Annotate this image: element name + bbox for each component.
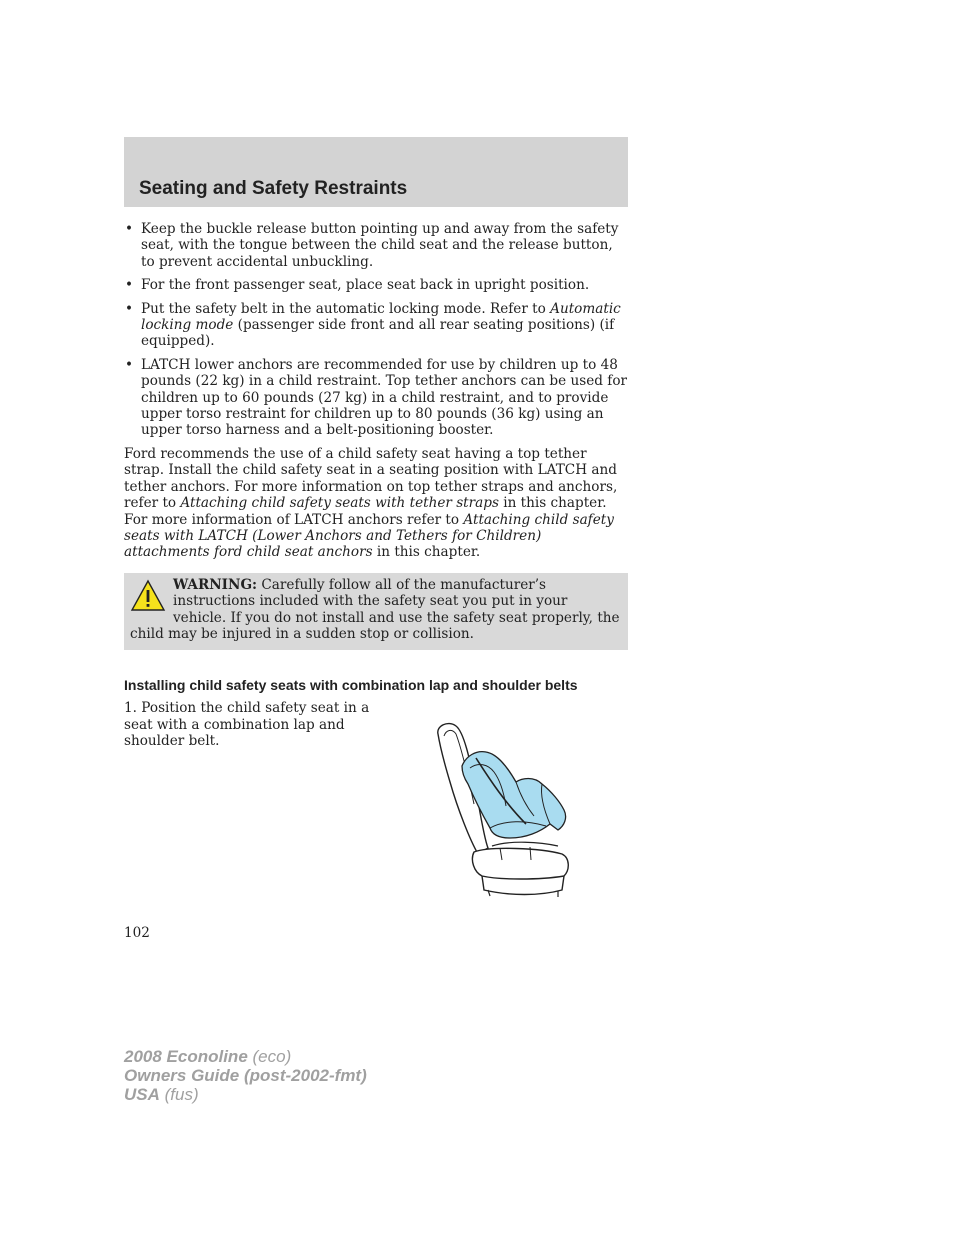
footer-guide: Owners Guide (post-2002-fmt) <box>124 1066 367 1085</box>
bullet-text: Put the safety belt in the automatic locking mode. Refer to <box>141 300 551 317</box>
list-item: • For the front passenger seat, place seat back in upright position. <box>125 277 590 294</box>
cross-reference: Attaching child safety seats with tether straps <box>180 495 499 512</box>
list-item: • Keep the buckle release button pointing up and away from the safety seat, with the tongue between the child seat and the release button, to prevent accidental unbuckling. <box>125 221 619 270</box>
footer-line-2 <box>124 1066 367 1085</box>
body-paragraph <box>124 446 628 561</box>
step-text: 1. Position the child safety seat in a seat with a combination lap and shoulder belt. <box>124 700 370 750</box>
child-seat-illustration <box>430 720 580 900</box>
list-item: • LATCH lower anchors are recommended for use by children up to 48 pounds (22 kg) in a child restraint. Top tether anchors can be used for children up to 60 pounds (27 kg) in a child restraint, and to provide upper torso restraint for children up to 80 pounds (36 kg) using an upper torso harness and a belt-positioning booster. <box>125 356 627 439</box>
warning-label: WARNING: <box>173 576 258 593</box>
paragraph-text: in this chapter. <box>372 544 481 561</box>
bullet-list <box>124 221 628 439</box>
footer-market: USA <box>124 1085 160 1104</box>
list-item: • Put the safety belt in the automatic locking mode. Refer to Automatic locking mode (passenger side front and all rear seating positions) (if equipped). <box>125 300 621 350</box>
document-footer <box>124 1047 367 1104</box>
cross-reference: Attaching child safety seats with LATCH (Lower Anchors and Tethers for Children) attachments ford child seat anchors <box>124 511 614 561</box>
page-number: 102 <box>124 925 150 941</box>
section-header-band <box>124 137 628 207</box>
bullet-text: For the front passenger seat, place seat back in upright position. <box>141 277 590 294</box>
page-content <box>124 221 628 750</box>
footer-market-code: (fus) <box>159 1085 199 1104</box>
paragraph-text: Ford recommends the use of a child safety seat having a top tether strap. Install the child safety seat in a seating position with LATCH and tether anchors. For more information on top tether straps and anchors, refer to <box>124 445 618 512</box>
footer-code: (eco) <box>247 1047 292 1066</box>
section-title: Seating and Safety Restraints <box>139 178 408 199</box>
cross-reference: Automatic locking mode <box>141 300 621 334</box>
bullet-text: LATCH lower anchors are recommended for use by children up to 48 pounds (22 kg) in a child restraint. Top tether anchors can be used for children up to 60 pounds (27 kg) in a child restraint, and to provide upper torso restraint for children up to 80 pounds (36 kg) using an upper torso harness and a belt-positioning booster. <box>141 356 627 439</box>
footer-line-3 <box>124 1085 367 1104</box>
warning-box <box>124 573 628 651</box>
subsection-heading: Installing child safety seats with combination lap and shoulder belts <box>124 677 578 694</box>
paragraph-text: in this chapter. For more information of LATCH anchors refer to <box>124 495 607 528</box>
footer-model: 2008 Econoline <box>124 1047 248 1066</box>
warning-triangle-icon <box>130 579 166 613</box>
footer-line-1 <box>124 1047 367 1066</box>
bullet-text: Keep the buckle release button pointing up and away from the safety seat, with the tongue between the child seat and the release button, to prevent accidental unbuckling. <box>141 221 619 270</box>
bullet-text: (passenger side front and all rear seating positions) (if equipped). <box>141 317 615 350</box>
warning-text: Carefully follow all of the manufacturer’s instructions included with the safety seat you put in your vehicle. If you do not install and use the safety seat properly, the child may be injured in a sudden stop or collision. <box>130 576 620 642</box>
